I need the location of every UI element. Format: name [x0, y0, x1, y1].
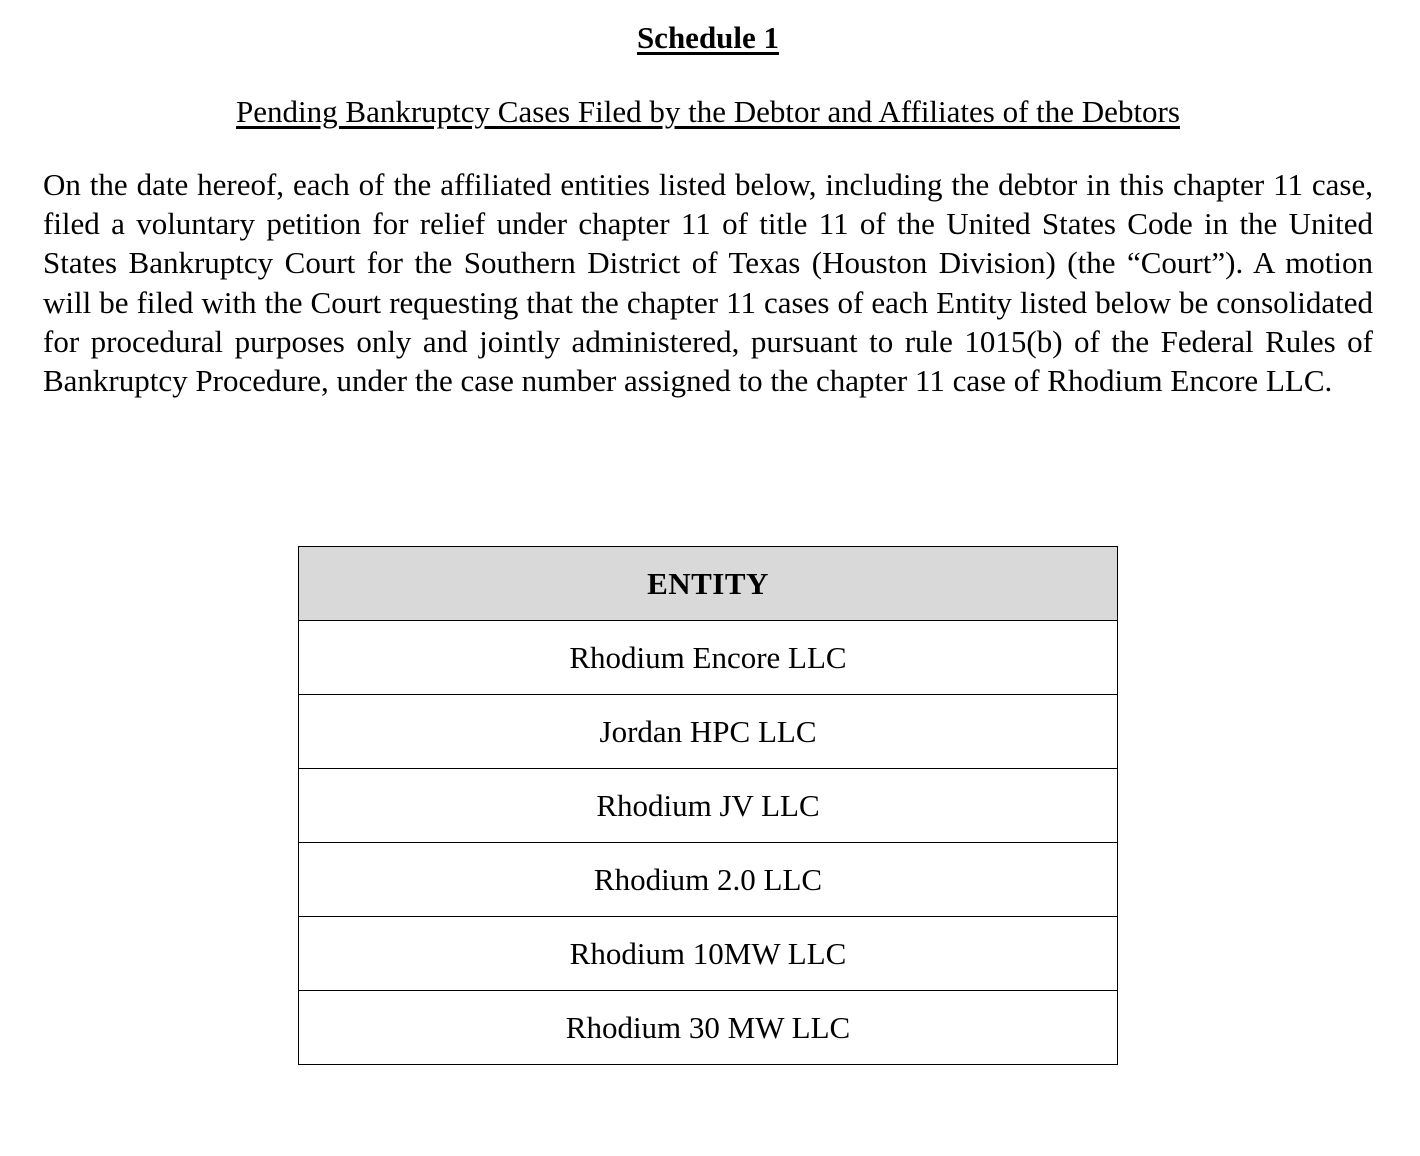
- table-row: [299, 769, 1118, 843]
- table-row: [299, 917, 1118, 991]
- table-row: [299, 621, 1118, 695]
- schedule-title: Schedule 1: [636, 20, 780, 55]
- entity-cell: Rhodium 10MW LLC: [299, 917, 1118, 991]
- entity-cell: Rhodium 30 MW LLC: [299, 991, 1118, 1065]
- table-header-row: [299, 547, 1118, 621]
- entity-cell: Jordan HPC LLC: [299, 695, 1118, 769]
- entity-column-header: ENTITY: [299, 547, 1118, 621]
- table-row: [299, 843, 1118, 917]
- entity-table: [298, 546, 1118, 1065]
- entity-cell: Rhodium 2.0 LLC: [299, 843, 1118, 917]
- entity-cell: Rhodium Encore LLC: [299, 621, 1118, 695]
- schedule-subtitle: Pending Bankruptcy Cases Filed by the Debtor and Affiliates of the Debtors: [236, 94, 1180, 129]
- table-row: [299, 695, 1118, 769]
- intro-paragraph: On the date hereof, each of the affiliated entities listed below, including the debtor in this chapter 11 case, filed a voluntary petition for relief under chapter 11 of title 11 of the United States Code in the United States Bankruptcy Court for the Southern District of Texas (Houston Division) (the “Court”). A motion will be filed with the Court requesting that the chapter 11 cases of each Entity listed below be consolidated for procedural purposes only and jointly administered, pursuant to rule 1015(b) of the Federal Rules of Bankruptcy Procedure, under the case number assigned to the chapter 11 case of Rhodium Encore LLC.: [43, 167, 1373, 399]
- table-row: [299, 991, 1118, 1065]
- entity-cell: Rhodium JV LLC: [299, 769, 1118, 843]
